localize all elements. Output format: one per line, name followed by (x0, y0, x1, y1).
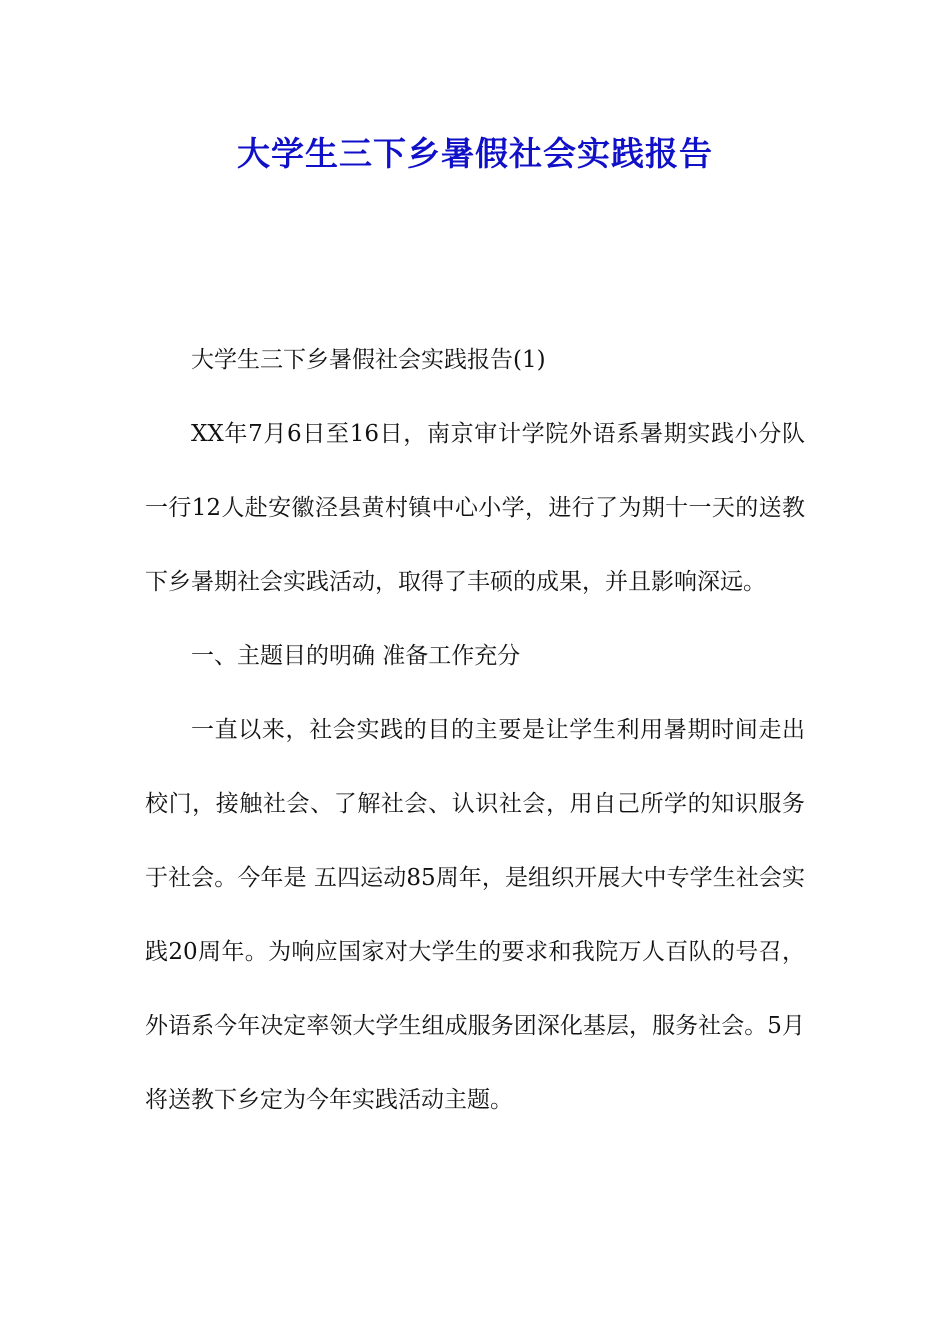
paragraph-intro: XX年7月6日至16日，南京审计学院外语系暑期实践小分队一行12人赴安徽泾县黄村镇中心小学，进行了为期十一天的送教下乡暑期社会实践活动，取得了丰硕的成果，并且影响深远。 (145, 421, 805, 595)
paragraph-subtitle: 大学生三下乡暑假社会实践报告(1) (191, 347, 546, 373)
document-title: 大学生三下乡暑假社会实践报告 (237, 134, 713, 173)
document-body (145, 323, 805, 1137)
paragraph-section-heading: 一、主题目的明确 准备工作充分 (191, 643, 521, 669)
paragraph-section-body: 一直以来，社会实践的目的主要是让学生利用暑期时间走出校门，接触社会、了解社会、认识社会，用自己所学的知识服务于社会。今年是 五四运动85周年，是组织开展大中专学生社会实践20周年。为响应国家对大学生的要求和我院万人百队的号召，外语系今年决定率领大学生组成服务团深化基层，服务社会。5月将送教下乡定为今年实践活动主题。 (145, 717, 805, 1113)
